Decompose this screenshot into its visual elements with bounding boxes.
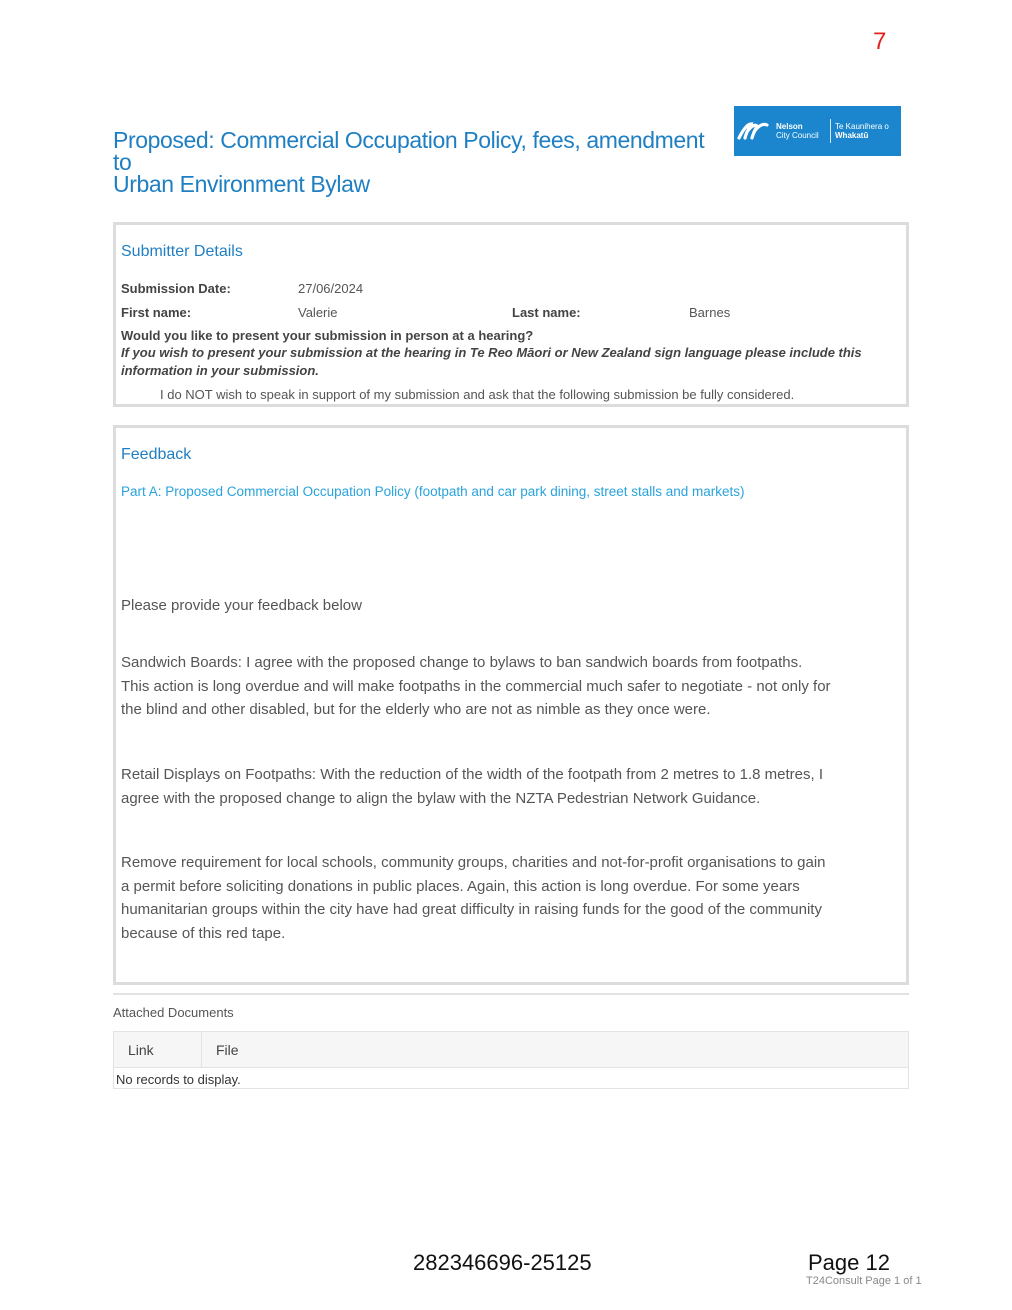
logo-maori-line-1: Te Kaunihera o [835,122,889,131]
no-records-message: No records to display. [116,1072,241,1087]
consult-page-info: T24Consult Page 1 of 1 [806,1275,922,1287]
logo-maori-line-2: Whakatū [835,131,869,140]
part-a-heading: Part A: Proposed Commercial Occupation Policy (footpath and car park dining, street stalls and markets) [121,484,745,499]
document-id: 282346696-25125 [413,1250,592,1275]
last-name-label: Last name: [512,305,581,320]
page-number-annotation: 7 [873,28,887,55]
speak-choice: I do NOT wish to speak in support of my submission and ask that the following submission be fully considered. [160,387,795,402]
attachments-table [113,1031,909,1089]
feedback-heading: Feedback [121,446,192,463]
logo-name-rest: City Council [776,131,819,140]
first-name-label: First name: [121,305,192,320]
column-header-link[interactable] [114,1032,202,1068]
logo-divider [830,119,831,143]
attachments-divider [113,993,909,995]
logo-name-bold: Nelson [776,122,803,131]
feedback-prompt: Please provide your feedback below [121,597,362,614]
first-name-value: Valerie [298,305,338,320]
nelson-city-council-logo [734,106,901,156]
logo-maori-name [835,122,889,140]
title-line-1: Proposed: Commercial Occupation Policy, fees, amendment to [113,127,705,175]
hearing-language-note: If you wish to present your submission at the hearing in Te Reo Māori or New Zealand sign language please include this information in your submission. [121,345,862,378]
submission-date-value: 27/06/2024 [298,281,364,296]
attachments-title: Attached Documents [113,1005,234,1020]
council-logo-mark-icon [734,106,774,156]
submitter-details-panel [113,222,909,407]
feedback-panel [113,425,909,985]
document-title [113,129,728,195]
logo-english-name [774,122,826,140]
page-label: Page 12 [808,1250,890,1275]
feedback-paragraph-sandwich-boards: Sandwich Boards: I agree with the proposed change to bylaws to ban sandwich boards from footpaths. This action is long overdue and will make footpaths in the commercial much safer to negotiate - not only for the blind and other disabled, but for the elderly who are not as nimble as they once were. [121,654,831,718]
last-name-value: Barnes [689,305,731,320]
attachments-table-header [114,1032,908,1068]
submission-date-label: Submission Date: [121,281,231,296]
column-header-link-label: Link [128,1042,154,1058]
title-line-2: Urban Environment Bylaw [113,171,370,197]
hearing-question: Would you like to present your submission in person at a hearing? [121,328,534,343]
column-header-file-label: File [216,1042,239,1058]
submitter-details-heading: Submitter Details [121,243,243,260]
feedback-paragraph-permits: Remove requirement for local schools, community groups, charities and not-for-profit organisations to gain a permit before soliciting donations in public places. Again, this action is long overdue. For some years humanitarian groups within the city have had great difficulty in raising funds for the good of the community because of this red tape. [121,854,826,942]
feedback-paragraph-retail-displays: Retail Displays on Footpaths: With the reduction of the width of the footpath from 2 metres to 1.8 metres, I agree with the proposed change to align the bylaw with the NZTA Pedestrian Network Guidance. [121,766,824,807]
